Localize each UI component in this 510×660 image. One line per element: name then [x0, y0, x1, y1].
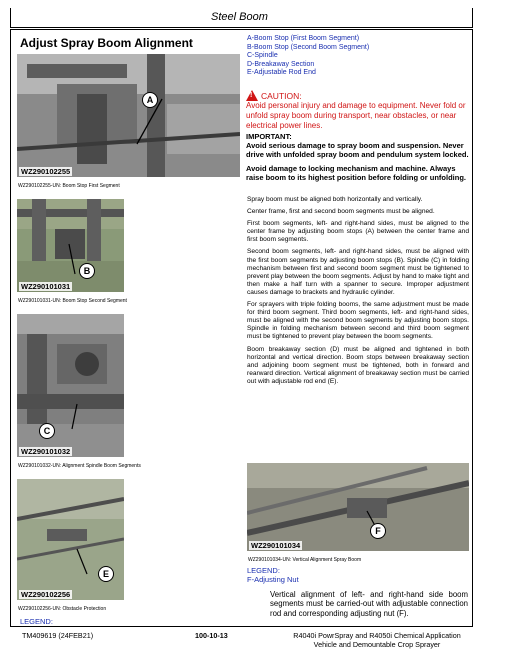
footer-product-title [287, 631, 467, 649]
figure-caption-a: WZ290102255-UN: Boom Stop First Segment [18, 183, 120, 189]
figure-id-f: WZ290101034 [251, 541, 301, 550]
caution-text: Avoid personal injury and damage to equipment. Never fold or unfold spray boom during transport, near obstacles, or near electrical power lines. [246, 101, 466, 130]
warning-triangle-icon: ! [246, 90, 258, 101]
page-header-title: Steel Boom [211, 11, 268, 23]
legend-item-b: B-Boom Stop (Second Boom Segment) [247, 43, 370, 51]
footer-page-number: 100-10-13 [195, 631, 228, 640]
body-paragraph: Spray boom must be aligned both horizontally and vertically. [247, 196, 423, 203]
footer-doc-id: TM409619 (24FEB21) [22, 631, 94, 640]
figure-photo-e [17, 479, 124, 600]
figure-caption-f: WZ290101034-UN: Vertical Alignment Spray Boom [248, 557, 362, 563]
legend-item-d: D-Breakaway Section [247, 60, 315, 68]
callout-e: E [98, 566, 114, 582]
figure-id-a: WZ290102255 [21, 167, 71, 176]
callout-f: F [370, 523, 386, 539]
legend-left-label: LEGEND: [20, 617, 53, 626]
caution-label: CAUTION: [261, 90, 302, 101]
avoid-damage-text: Avoid damage to locking mechanism and machine. Always raise boom to its highest position before folding or unfolding. [246, 163, 466, 182]
legend-item-a: A-Boom Stop (First Boom Segment) [247, 35, 360, 42]
callout-b: B [79, 263, 95, 279]
body-paragraph: Second boom segments, left- and right-hand sides, must be aligned with the first boom segments by adjusting boom stops (B). Spindle (C) in folding mechanism between first and second boom segment must be tightened to prevent play between the boom segments. Adjust by hand to make tight and then make a half turn with a spanner to secure. Improper adjustment causes damage to brackets and hydraulic cylinder. [247, 248, 469, 296]
footer-product-line2: Vehicle and Demountable Crop Sprayer [313, 640, 441, 649]
figure-id-e: WZ290102256 [21, 590, 71, 599]
body-paragraph: For sprayers with triple folding booms, the same adjustment must be made for third boom segment. Third boom segments, left- and right-hand sides, must be aligned with the second boom segments by adjusting boom stops. Spindle in folding mechanism between second and third boom segment must be tightened to prevent play between the boom segments. [247, 301, 469, 341]
section-title: Adjust Spray Boom Alignment [20, 36, 193, 50]
figure-photo-a [17, 54, 240, 177]
photo-boom-stop-first-segment [17, 54, 240, 177]
body-paragraph: Center frame, first and second boom segments must be aligned. [247, 208, 435, 216]
header-box [10, 8, 473, 28]
figure-caption-b: WZ290101031-UN: Boom Stop Second Segment [18, 298, 127, 304]
photo-obstacle-protection [17, 479, 124, 600]
legend-bottom [247, 567, 299, 584]
caution-heading [246, 90, 469, 101]
legend-item-e: E-Adjustable Rod End [247, 69, 316, 77]
callout-c: C [39, 423, 55, 439]
photo-alignment-spindle [17, 314, 124, 457]
figure-id-c: WZ290101032 [21, 447, 71, 456]
body-paragraph: First boom segments, left- and right-hand sides, must be aligned to the center frame by adjusting boom stops (A) between the center frame and first boom segments. [247, 220, 469, 244]
figure-photo-c [17, 314, 124, 457]
legend-top [247, 35, 369, 78]
figure-photo-b [17, 199, 124, 292]
figure-id-b: WZ290101031 [21, 282, 71, 291]
figure-caption-e: WZ290102256-UN: Obstacle Protection [18, 606, 107, 612]
figure-photo-f [247, 463, 469, 551]
legend-item-f: F-Adjusting Nut [247, 574, 299, 584]
important-text: Avoid serious damage to spray boom and suspension. Never drive with unfolded spray boom and pendulum system locked. [246, 141, 469, 160]
callout-a: A [142, 92, 158, 108]
figure-caption-c: WZ290101032-UN: Alignment Spindle Boom Segments [18, 463, 141, 469]
vertical-alignment-text: Vertical alignment of left- and right-hand side boom segments must be carried-out with adjustable connection rod and corresponding adjusting nut (F). [270, 590, 468, 618]
body-text [247, 196, 469, 390]
body-paragraph: Boom breakaway section (D) must be aligned and tightened in both horizontal and vertical direction. Boom stops between breakaway section and adjoining boom segment must be tightened, both in forward and rearward direction. Vertical alignment of breakaway section must be carried out with adjustable rod end (E). [247, 345, 469, 385]
photo-boom-stop-second-segment [17, 199, 124, 292]
footer-product-line1: R4040i PowrSpray and R4050i Chemical Application [293, 631, 461, 640]
legend-item-c: C-Spindle [247, 52, 278, 60]
important-label: IMPORTANT: [246, 132, 292, 141]
legend-bottom-label: LEGEND: [247, 566, 280, 575]
photo-vertical-alignment [247, 463, 469, 551]
caution-block [246, 90, 469, 182]
